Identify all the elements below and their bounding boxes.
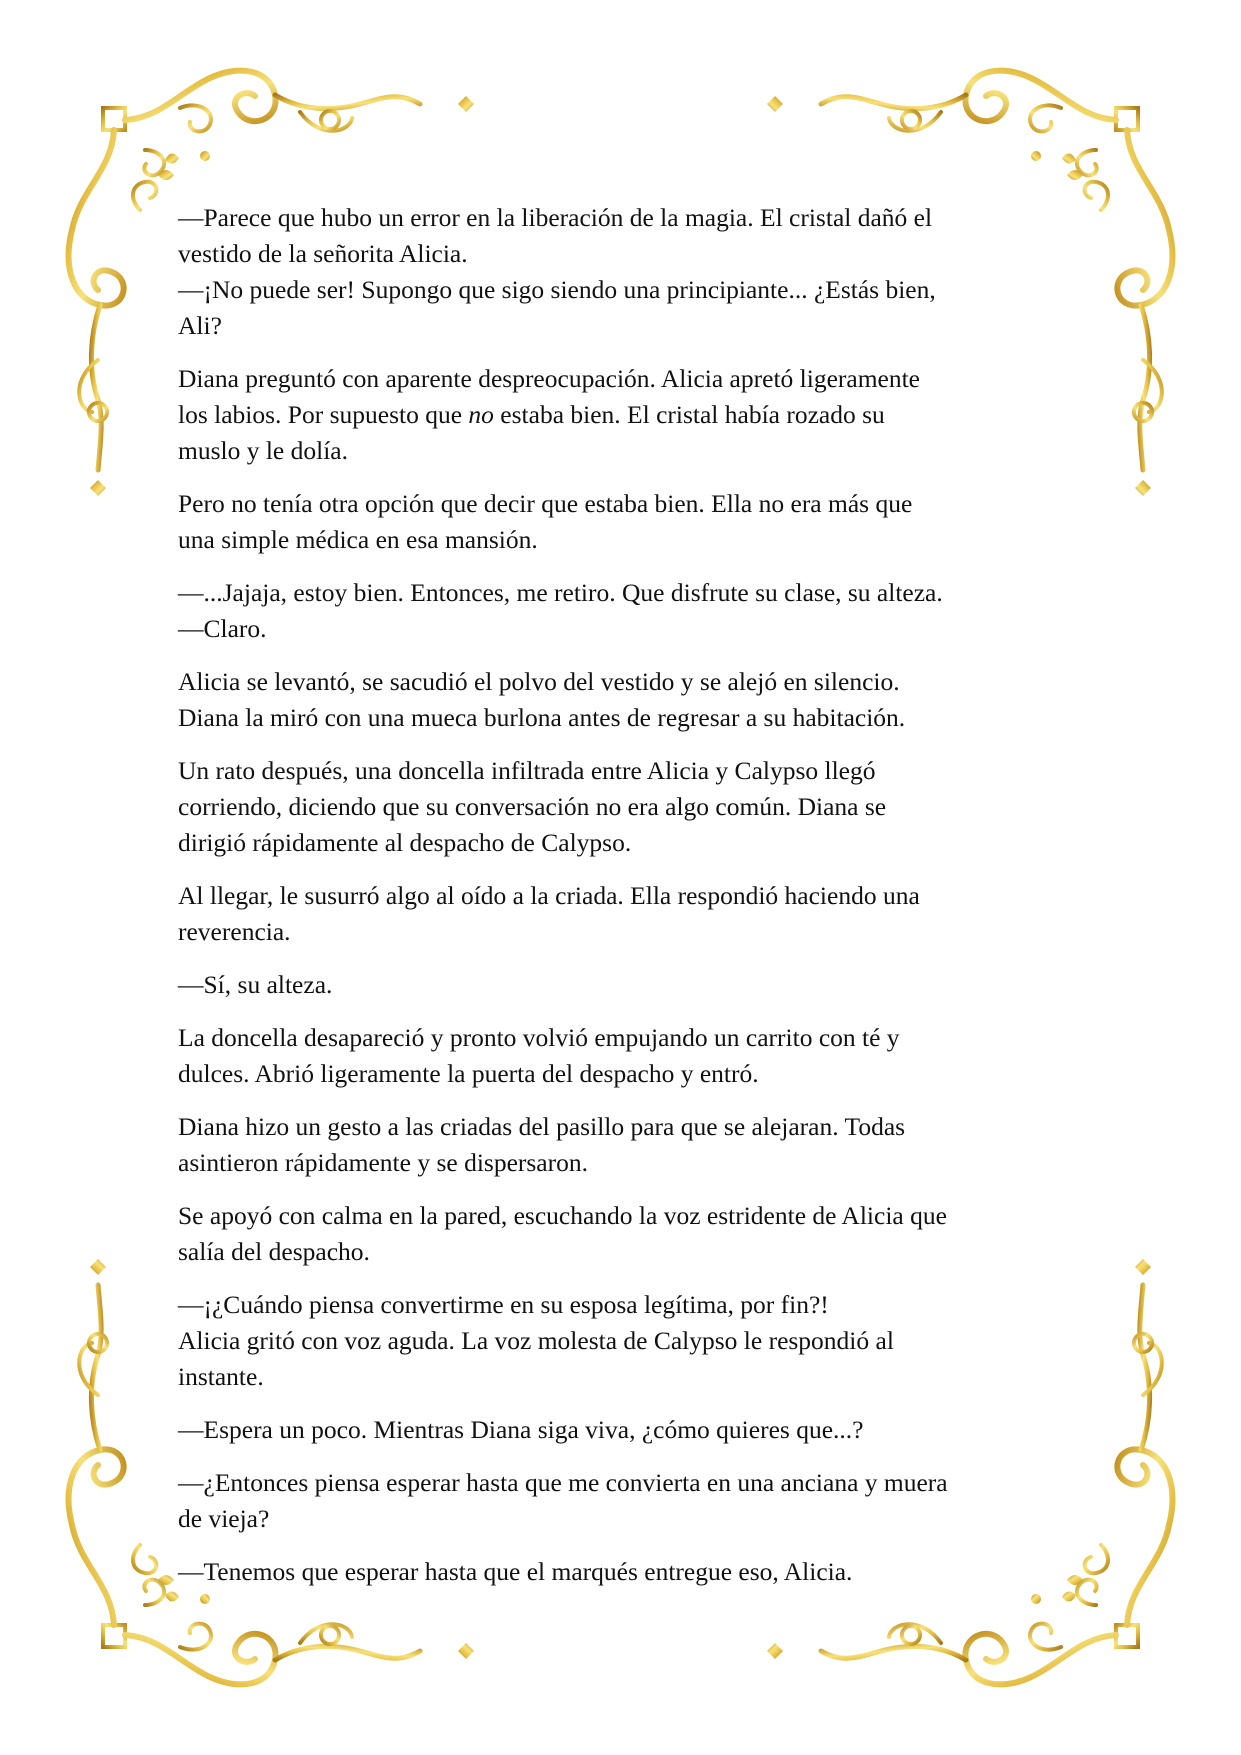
text-line: Un rato después, una doncella infiltrada entre Alicia y Calypso llegó (178, 756, 876, 785)
paragraph-9 (178, 1020, 1068, 1092)
text-line: Alicia se levantó, se sacudió el polvo del vestido y se alejó en silencio. (178, 667, 900, 696)
paragraph-13 (178, 1412, 1068, 1448)
text-line: —Sí, su alteza. (178, 970, 333, 999)
text-line: de vieja? (178, 1504, 270, 1533)
text-line: dirigió rápidamente al despacho de Calypso. (178, 828, 632, 857)
text-line: La doncella desapareció y pronto volvió empujando un carrito con té y (178, 1023, 900, 1052)
text-line: reverencia. (178, 917, 291, 946)
text-line: vestido de la señorita Alicia. (178, 239, 468, 268)
text-line: —Espera un poco. Mientras Diana siga viva, ¿cómo quieres que...? (178, 1415, 864, 1444)
paragraph-7 (178, 878, 1068, 950)
text-line: Alicia gritó con voz aguda. La voz molesta de Calypso le respondió al (178, 1326, 894, 1355)
text-line: corriendo, diciendo que su conversación no era algo común. Diana se (178, 792, 887, 821)
text-line (178, 397, 1068, 433)
text-line: —¡¿Cuándo piensa convertirme en su esposa legítima, por fin?! (178, 1290, 829, 1319)
text-line: Se apoyó con calma en la pared, escuchando la voz estridente de Alicia que (178, 1201, 947, 1230)
text-line: Al llegar, le susurró algo al oído a la criada. Ella respondió haciendo una (178, 881, 920, 910)
text-line: Diana la miró con una mueca burlona antes de regresar a su habitación. (178, 703, 906, 732)
paragraph-6 (178, 753, 1068, 861)
text-line: una simple médica en esa mansión. (178, 525, 538, 554)
paragraph-4 (178, 575, 1068, 647)
paragraph-5 (178, 664, 1068, 736)
text-line: instante. (178, 1362, 264, 1391)
text-line: salía del despacho. (178, 1237, 370, 1266)
paragraph-10 (178, 1109, 1068, 1181)
text-line: —Tenemos que esperar hasta que el marqués entregue eso, Alicia. (178, 1557, 853, 1586)
paragraph-15 (178, 1554, 1068, 1590)
emphasis-text: no (468, 400, 494, 429)
text-line: —¡No puede ser! Supongo que sigo siendo una principiante... ¿Estás bien, (178, 275, 936, 304)
paragraph-3 (178, 486, 1068, 558)
text-line: dulces. Abrió ligeramente la puerta del despacho y entró. (178, 1059, 759, 1088)
paragraph-8 (178, 967, 1068, 1003)
paragraph-1 (178, 200, 1068, 344)
text-line: Diana preguntó con aparente despreocupación. Alicia apretó ligeramente (178, 364, 921, 393)
paragraph-12 (178, 1287, 1068, 1395)
text-line: —Claro. (178, 614, 267, 643)
text-segment: estaba bien. El cristal había rozado su (493, 400, 885, 429)
paragraph-2 (178, 361, 1068, 469)
document-text (178, 200, 1068, 1607)
text-line: Ali? (178, 311, 222, 340)
text-line: —...Jajaja, estoy bien. Entonces, me retiro. Que disfrute su clase, su alteza. (178, 578, 943, 607)
text-line: asintieron rápidamente y se dispersaron. (178, 1148, 588, 1177)
text-line: —¿Entonces piensa esperar hasta que me convierta en una anciana y muera (178, 1468, 948, 1497)
paragraph-14 (178, 1465, 1068, 1537)
text-line: Diana hizo un gesto a las criadas del pasillo para que se alejaran. Todas (178, 1112, 906, 1141)
paragraph-11 (178, 1198, 1068, 1270)
text-line: muslo y le dolía. (178, 436, 348, 465)
text-line: Pero no tenía otra opción que decir que estaba bien. Ella no era más que (178, 489, 913, 518)
text-line: —Parece que hubo un error en la liberación de la magia. El cristal dañó el (178, 203, 933, 232)
text-segment: los labios. Por supuesto que (178, 400, 469, 429)
